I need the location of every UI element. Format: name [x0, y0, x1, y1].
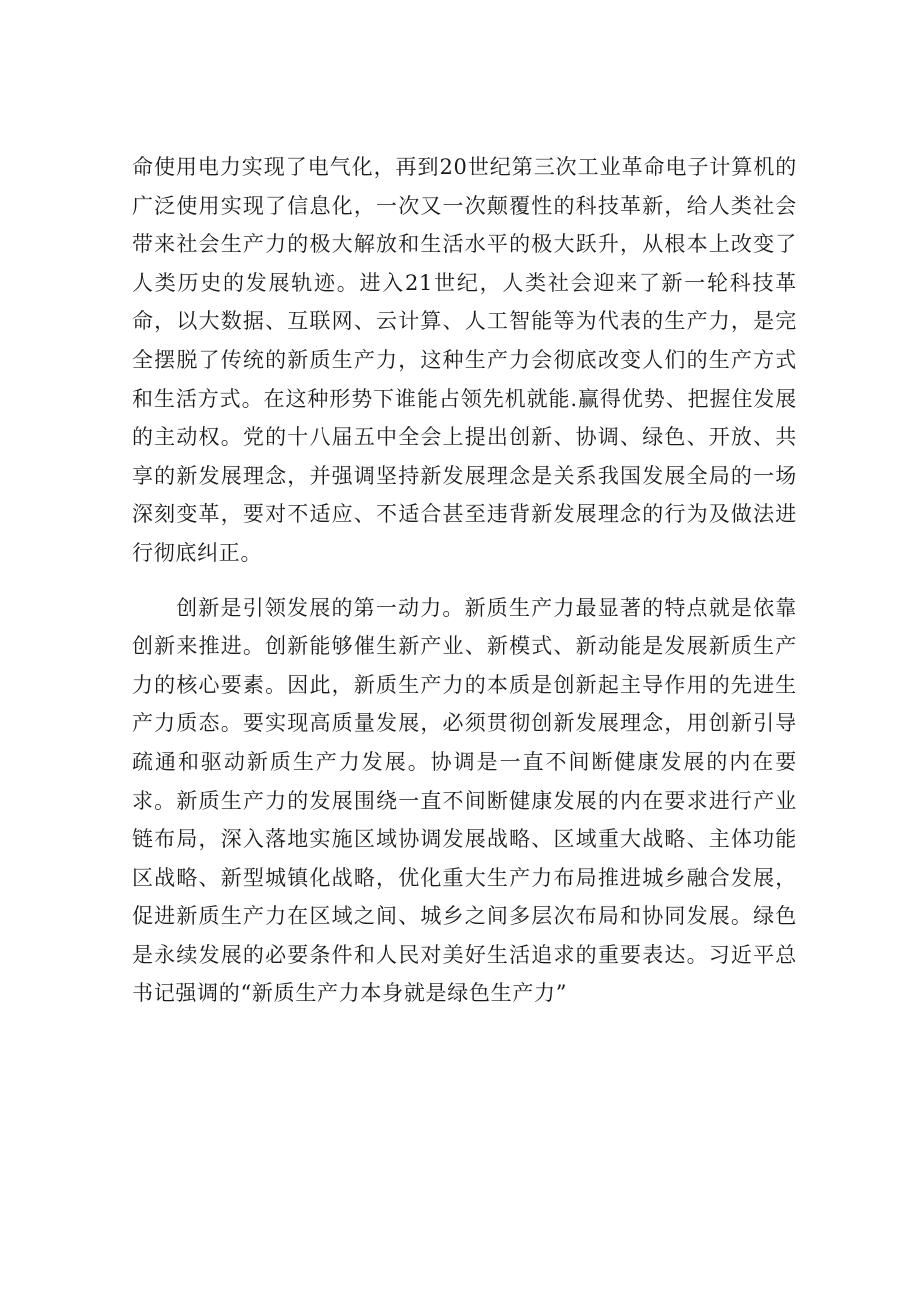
paragraph-innovation: 创新是引领发展的第一动力。新质生产力最显著的特点就是依靠创新来推进。创新能够催生新产业、新模式、新动能是发展新质生产力的核心要素。因此，新质生产力的本质是创新起主导作用的先进生产力质态。要实现高质量发展，必须贯彻创新发展理念，用创新引导疏通和驱动新质生产力发展。协调是一直不间断健康发展的内在要求。新质生产力的发展围绕一直不间断健康发展的内在要求进行产业链布局，深入落地实施区域协调发展战略、区域重大战略、主体功能区战略、新型城镇化战略，优化重大生产力布局推进城乡融合发展，促进新质生产力在区域之间、城乡之间多层次布局和协同发展。绿色是永续发展的必要条件和人民对美好生活追求的重要表达。习近平总书记强调的“新质生产力本身就是绿色生产力” [132, 595, 797, 1006]
document-body [132, 148, 797, 1013]
paragraph-continuation: 命使用电力实现了电气化，再到20世纪第三次工业革命电子计算机的广泛使用实现了信息化，一次又一次颠覆性的科技革新，给人类社会带来社会生产力的极大解放和生活水平的极大跃升，从根本上改变了人类历史的发展轨迹。进入21世纪，人类社会迎来了新一轮科技革命，以大数据、互联网、云计算、人工智能等为代表的生产力，是完全摆脱了传统的新质生产力，这种生产力会彻底改变人们的生产方式和生活方式。在这种形势下谁能占领先机就能.赢得优势、把握住发展的主动权。党的十八届五中全会上提出创新、协调、绿色、开放、共享的新发展理念，并强调坚持新发展理念是关系我国发展全局的一场深刻变革，要对不适应、不适合甚至违背新发展理念的行为及做法进行彻底纠正。 [132, 155, 797, 565]
